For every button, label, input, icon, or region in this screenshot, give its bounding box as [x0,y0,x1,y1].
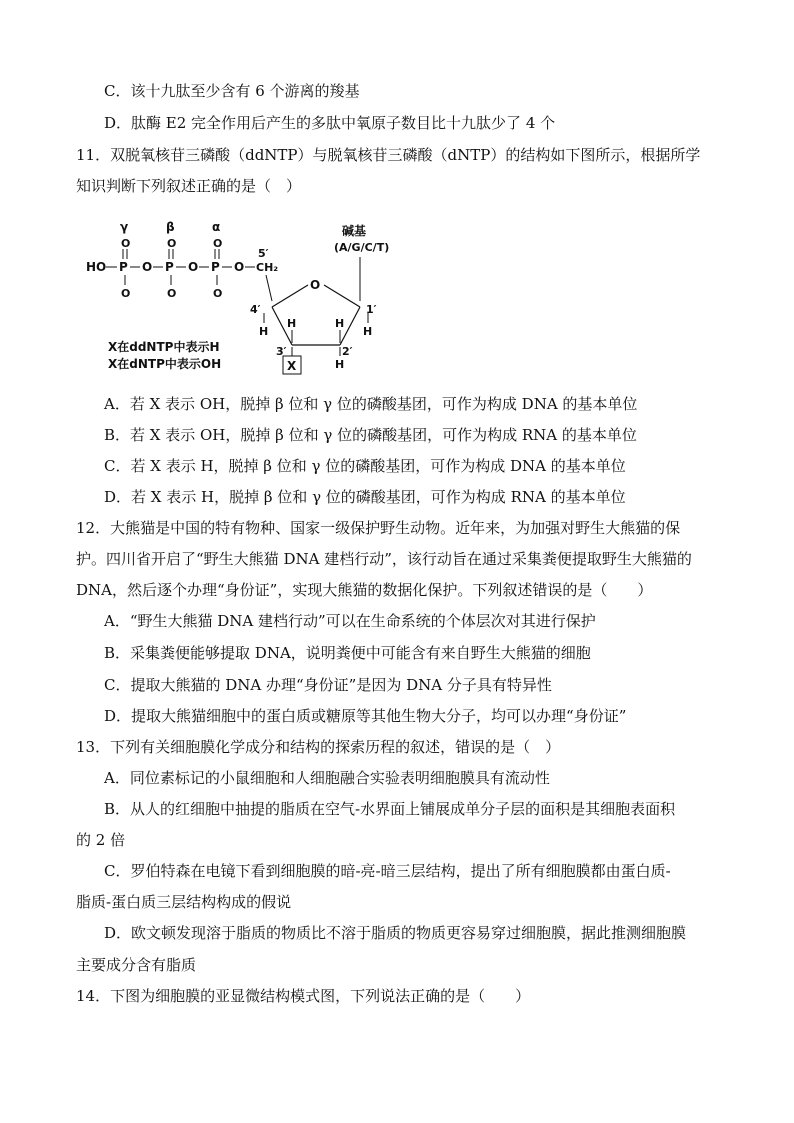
q12-option-b: B．采集粪便能够提取 DNA，说明粪便中可能含有来自野生大熊猫的细胞 [104,644,591,662]
q12-stem-line-1: 12．大熊猫是中国的特有物种、国家一级保护野生动物。近年来，为加强对野生大熊猫的保 [76,519,681,537]
oxygen-bridge-1: O [142,260,153,274]
oxygen-bridge-2: O [188,260,199,274]
phosphorus-beta: P [165,260,174,274]
q10-option-c: C．该十九肽至少含有 6 个游离的羧基 [104,82,360,100]
oxygen-bottom-alpha: O [213,287,223,300]
hydrogen-c2-bottom: H [335,358,345,371]
note-ddntp: X在ddNTP中表示H [108,340,220,354]
q12-option-c: C．提取大熊猫的 DNA 办理“身份证”是因为 DNA 分子具有特异性 [104,676,552,694]
ddntp-dntp-structure-diagram [80,215,420,385]
carbon-4-label: 4′ [250,303,261,316]
gamma-label: γ [120,220,129,234]
q13-option-c-line-2: 脂质-蛋白质三层结构构成的假说 [76,893,292,911]
q13-option-b-line-2: 的 2 倍 [76,831,126,849]
q11-option-a: A．若 X 表示 OH，脱掉 β 位和 γ 位的磷酸基团，可作为构成 DNA 的基本单位 [104,395,638,413]
carbon-1-label: 1′ [366,303,377,316]
q12-stem-line-3: DNA，然后逐个办理“身份证”，实现大熊猫的数据化保护。下列叙述错误的是（ ） [76,581,653,599]
q12-option-a: A．“野生大熊猫 DNA 建档行动”可以在生命系统的个体层次对其进行保护 [104,612,596,630]
x-substituent-label: X [287,359,297,373]
hydrogen-c1: H [363,325,373,338]
base-list: (A/G/C/T) [334,241,390,254]
base-title: 碱基 [342,224,367,238]
q11-option-c: C．若 X 表示 H，脱掉 β 位和 γ 位的磷酸基团，可作为构成 DNA 的基本单位 [104,457,626,475]
q12-stem-line-2: 护。四川省开启了“野生大熊猫 DNA 建档行动”，该行动旨在通过采集粪便提取野生大熊猫的 [76,550,692,568]
carbon-2-label: 2′ [342,345,353,358]
alpha-label: α [212,220,221,234]
oxygen-top-gamma: O [121,237,131,250]
q13-option-c-line-1: C．罗伯特森在电镜下看到细胞膜的暗-亮-暗三层结构，提出了所有细胞膜都由蛋白质- [104,862,671,880]
q11-stem-line-1: 11．双脱氧核苷三磷酸（ddNTP）与脱氧核苷三磷酸（dNTP）的结构如下图所示，根据所学 [76,146,701,164]
oxygen-bottom-beta: O [167,287,177,300]
q13-option-a: A．同位素标记的小鼠细胞和人细胞融合实验表明细胞膜具有流动性 [104,769,550,787]
q12-option-d: D．提取大熊猫细胞中的蛋白质或糖原等其他生物大分子，均可以办理“身份证” [104,707,627,725]
hydrogen-c2: H [335,317,345,330]
q10-option-d: D．肽酶 E2 完全作用后产生的多肽中氧原子数目比十九肽少了 4 个 [104,114,556,132]
q14-stem: 14．下图为细胞膜的亚显微结构模式图，下列说法正确的是（ ） [76,987,531,1005]
ring-oxygen: O [310,278,321,292]
phosphorus-alpha: P [211,260,220,274]
oxygen-top-beta: O [167,237,177,250]
hydrogen-c4: H [259,325,269,338]
q11-option-d: D．若 X 表示 H，脱掉 β 位和 γ 位的磷酸基团，可作为构成 RNA 的基本单位 [104,488,626,506]
oxygen-bridge-3: O [234,260,245,274]
q11-stem-line-2: 知识判断下列叙述正确的是（ ） [76,177,302,195]
q13-stem: 13．下列有关细胞膜化学成分和结构的探索历程的叙述，错误的是（ ） [76,738,561,756]
ch2-label: CH₂ [256,261,279,274]
carbon-5-label: 5′ [258,247,269,260]
beta-label: β [166,220,175,234]
q13-option-d-line-1: D．欧文顿发现溶于脂质的物质比不溶于脂质的物质更容易穿过细胞膜，据此推测细胞膜 [104,924,687,942]
oxygen-top-alpha: O [213,237,223,250]
phosphorus-gamma: P [119,260,128,274]
hydrogen-c3: H [287,317,297,330]
hydroxyl-label: HO [86,260,107,274]
q11-option-b: B．若 X 表示 OH，脱掉 β 位和 γ 位的磷酸基团，可作为构成 RNA 的基本单位 [104,426,637,444]
q13-option-b-line-1: B．从人的红细胞中抽提的脂质在空气-水界面上铺展成单分子层的面积是其细胞表面积 [104,800,676,818]
carbon-3-label: 3′ [276,345,287,358]
q13-option-d-line-2: 主要成分含有脂质 [76,956,197,974]
note-dntp: X在dNTP中表示OH [108,357,222,371]
oxygen-bottom-gamma: O [121,287,131,300]
